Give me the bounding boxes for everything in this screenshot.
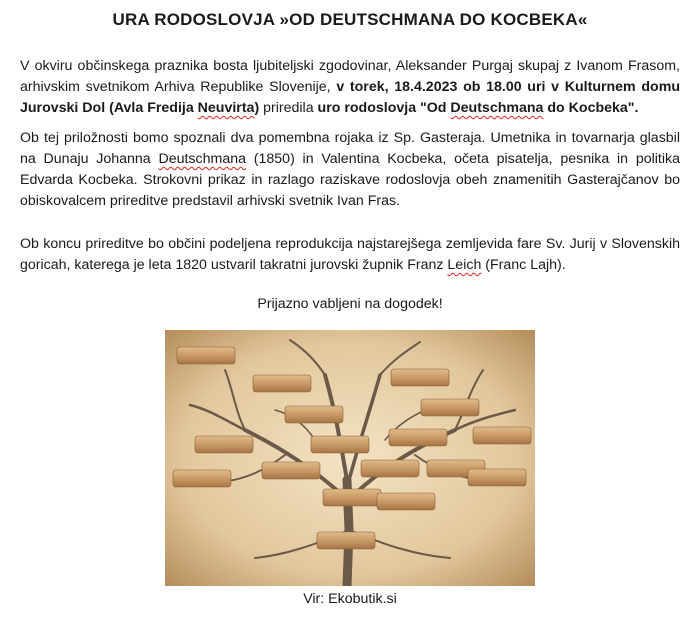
family-tree-image: [165, 330, 535, 586]
scroll-2: [253, 375, 311, 392]
intro-date-text: v torek, 18.4.2023 ob 18.00 uri v Kulturnem domu Jurovski Dol (Avla Fredija: [20, 79, 680, 116]
details-text-1: Ob tej priložnosti bomo spoznali dva pomembna rojaka iz Sp. Gasteraja. Umetnika in tovarnarja glasbil na Dunaju Johanna: [20, 130, 680, 167]
intro-date-close: ): [254, 100, 260, 116]
intro-event-name: [318, 100, 639, 116]
scroll-1: [177, 347, 235, 364]
scroll-3: [391, 369, 449, 386]
intro-event-end: do Kocbeka".: [543, 100, 639, 116]
closing-text-2: (Franc Lajh).: [481, 257, 566, 273]
scroll-14: [468, 469, 526, 486]
scroll-10: [262, 462, 320, 479]
scroll-4: [285, 406, 343, 423]
scroll-6: [195, 436, 253, 453]
scroll-7: [311, 436, 369, 453]
intro-text-1: V okviru občinskega praznika bosta ljubiteljski zgodovinar, Aleksander Purgaj skupaj z Ivanom Frasom, arhivskim svetnikom Arhiva Republike Slovenije,: [20, 58, 680, 95]
invitation-text: Prijazno vabljeni na dogodek!: [257, 296, 443, 312]
scroll-11: [361, 460, 419, 477]
intro-name-neuvirta: Neuvirta: [197, 100, 255, 116]
intro-text-2: priredila: [259, 100, 318, 116]
closing-text-1: Ob koncu prireditve bo občini podeljena reprodukcija najstarejšega zemljevida fare Sv. Jurij v Slovenskih goricah, katerega je leta 1820 ustvaril takratni jurovski župnik Franz: [20, 236, 680, 273]
scroll-8: [389, 429, 447, 446]
intro-name-deutschmana: Deutschmana: [450, 100, 544, 116]
paragraph-intro: [20, 56, 680, 119]
scroll-15: [323, 489, 381, 506]
scroll-9: [473, 427, 531, 444]
page-title: URA RODOSLOVJA »OD DEUTSCHMANA DO KOCBEKA«: [112, 10, 588, 29]
scroll-17: [317, 532, 375, 549]
paragraph-closing: [20, 234, 680, 276]
intro-event-text: uro rodoslovja "Od: [317, 100, 451, 116]
image-credit: Vir: Ekobutik.si: [303, 591, 397, 607]
scroll-13: [173, 470, 231, 487]
scroll-16: [377, 493, 435, 510]
closing-name-leich: Leich: [447, 257, 482, 273]
details-name-deutschmana: Deutschmana: [158, 151, 247, 167]
scroll-5: [421, 399, 479, 416]
paragraph-details: [20, 128, 680, 212]
details-text-2: (1850) in Valentina Kocbeka, očeta pisatelja, pesnika in politika Edvarda Kocbeka. Strokovni prikaz in razlago raziskave rodoslovja obeh znamenitih Gasterajčanov bo obiskovalcem prireditve predstavil arhivski svetnik Ivan Fras.: [20, 151, 680, 209]
